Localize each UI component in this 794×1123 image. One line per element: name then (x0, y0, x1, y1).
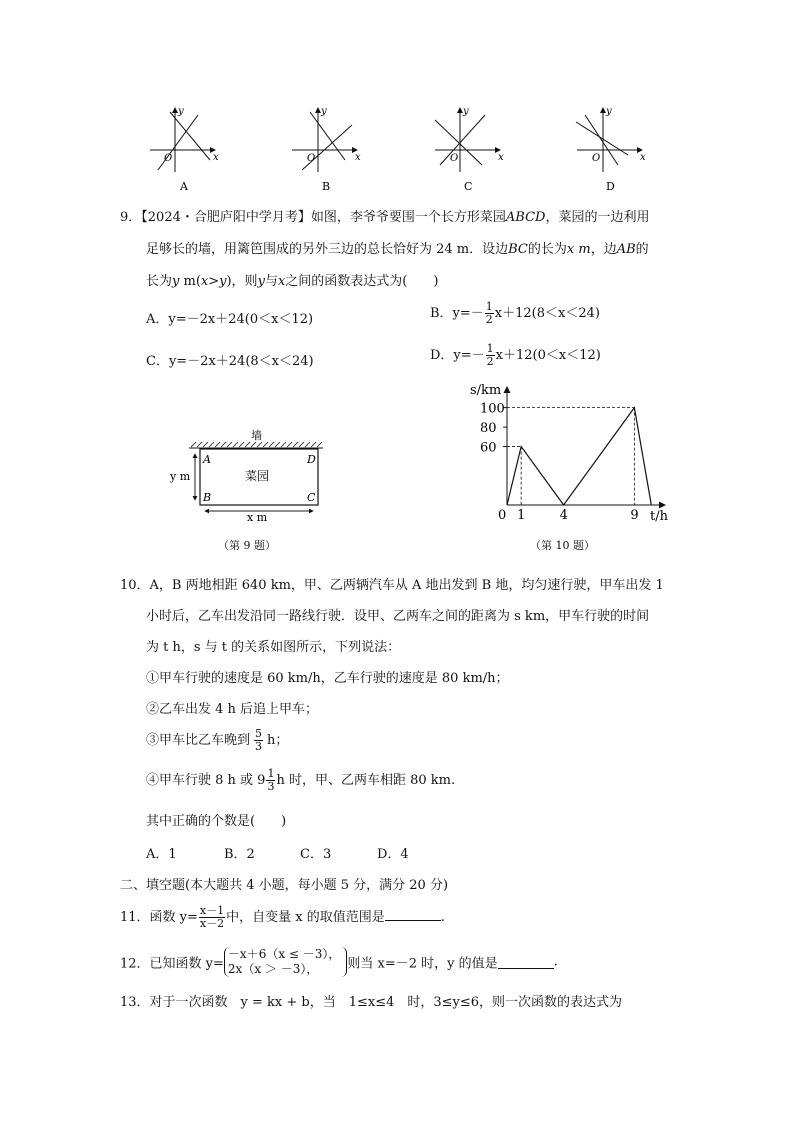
graph-c-x: x (498, 152, 504, 163)
option-graphs (130, 100, 670, 200)
q10-chart (465, 383, 680, 523)
q9-caption: （第 9 题） (218, 539, 276, 552)
series-line (507, 408, 651, 505)
graph-d-label: D (606, 180, 615, 193)
graph-d-y: y (606, 106, 612, 117)
q10-statement-2: ②乙车出发 4 h 后追上甲车； (146, 702, 319, 717)
q9-label-d: D (307, 453, 316, 466)
q12-case-1: －x＋6（x ≤ －3）， (227, 947, 341, 961)
q12-answer-blank[interactable] (498, 956, 554, 969)
graph-a-x: x (213, 152, 219, 163)
graph-a-label: A (180, 180, 188, 193)
q12: 12．已知函数 y= －x＋6（x ≤ －3）， 2x（x ＞ －3）， 则当 x=－2 时，y 的值是 . (120, 947, 558, 976)
q11-answer-blank[interactable] (385, 908, 441, 921)
q10-line1: 10．A，B 两地相距 640 km，甲、乙两辆汽车从 A 地出发到 B 地，均匀速行驶，甲车出发 1 (120, 578, 664, 593)
graph-a (150, 106, 219, 193)
y-axis-label: s/km (470, 383, 502, 398)
x-tick-label: 4 (559, 508, 568, 523)
q9-label-b: B (203, 491, 212, 504)
q9-line3: 长为y m(x>y)，则y与x之间的函数表达式为( ) (146, 274, 439, 289)
y-tick-label: 100 (480, 401, 505, 417)
q11: 11．函数 y= $\frac{x-1}{x-2}$ 中，自变量 x 的取值范围是 . (120, 904, 445, 930)
q10-question: 其中正确的个数是( ) (146, 814, 287, 829)
graph-b-x: x (355, 152, 361, 163)
graph-d-o: O (592, 153, 601, 164)
y-tick-label: 80 (480, 421, 497, 437)
q9-xlabel: x m (247, 511, 268, 524)
q10-option-d[interactable]: D．4 (377, 847, 409, 862)
q10-caption: （第 10 题） (530, 539, 595, 552)
q10-line2: 小时后，乙车出发沿同一路线行驶．设甲、乙两车之间的距离为 s km，甲车行驶的时间 (146, 609, 650, 624)
q9-line2: 足够长的墙，用篱笆围成的另外三边的总长恰好为 24 m．设边BC的长为x m，边AB的 (146, 242, 649, 257)
x-tick-label: 0 (498, 508, 507, 523)
q9-garden-label: 菜园 (245, 469, 270, 483)
q10-line3: 为 t h，s 与 t 的关系如图所示，下列说法： (146, 640, 401, 655)
q10-option-b[interactable]: B．2 (224, 847, 255, 862)
section-2-heading: 二、填空题(本大题共 4 小题，每小题 5 分，满分 20 分) (120, 878, 449, 893)
graph-d (576, 106, 646, 193)
graph-c (435, 106, 504, 193)
graph-c-y: y (463, 106, 469, 117)
graph-b-o: O (307, 153, 316, 164)
q12-case-2: 2x（x ＞ －3）， (227, 962, 319, 976)
graph-c-label: C (464, 180, 473, 193)
q9-wall-label: 墙 (251, 429, 262, 442)
graph-a-y: y (178, 106, 184, 117)
q9-option-a[interactable]: A．y=－2x＋24(0＜x＜12) (146, 312, 314, 327)
graph-d-x: x (640, 152, 646, 163)
q9-option-b[interactable]: B．y=－ $\frac{1}{2}$ x＋12(8＜x＜24) (430, 300, 600, 326)
q10-statement-3: ③甲车比乙车晚到 $\frac{5}{3}$ h； (146, 727, 289, 753)
x-tick-label: 9 (630, 508, 639, 523)
graph-b-label: B (322, 180, 331, 193)
q9-line1: 9．【2024・合肥庐阳中学月考】如图，李爷爷要围一个长方形菜园ABCD，菜园的一边利用 (120, 210, 650, 225)
x-tick-label: 1 (517, 508, 526, 523)
q13: 13．对于一次函数 y = kx + b，当 1≤x≤4 时，3≤y≤6，则一次函数的表达式为 (120, 995, 623, 1010)
q9-ylabel: y m (170, 470, 191, 483)
y-tick-label: 60 (480, 440, 497, 456)
graph-b-y: y (321, 106, 327, 117)
q10-option-a[interactable]: A．1 (146, 847, 177, 862)
q9-option-d[interactable]: D．y=－ $\frac{1}{2}$ x＋12(0＜x＜12) (430, 342, 601, 368)
q9-option-c[interactable]: C．y=－2x＋24(8＜x＜24) (146, 354, 314, 369)
graph-b (292, 106, 361, 193)
q9-figure (165, 425, 335, 525)
q9-label-c: C (307, 491, 316, 504)
q9-label-a: A (203, 453, 211, 466)
graph-a-o: O (164, 153, 173, 164)
graph-c-o: O (450, 153, 459, 164)
q10-statement-1: ①甲车行驶的速度是 60 km/h，乙车行驶的速度是 80 km/h； (146, 671, 509, 686)
x-axis-label: t/h (650, 509, 668, 523)
q10-option-c[interactable]: C．3 (300, 847, 332, 862)
q10-statement-4: ④甲车行驶 8 h 或 9 $\frac{1}{3}$ h 时，甲、乙两车相距 80 km. (146, 767, 456, 793)
